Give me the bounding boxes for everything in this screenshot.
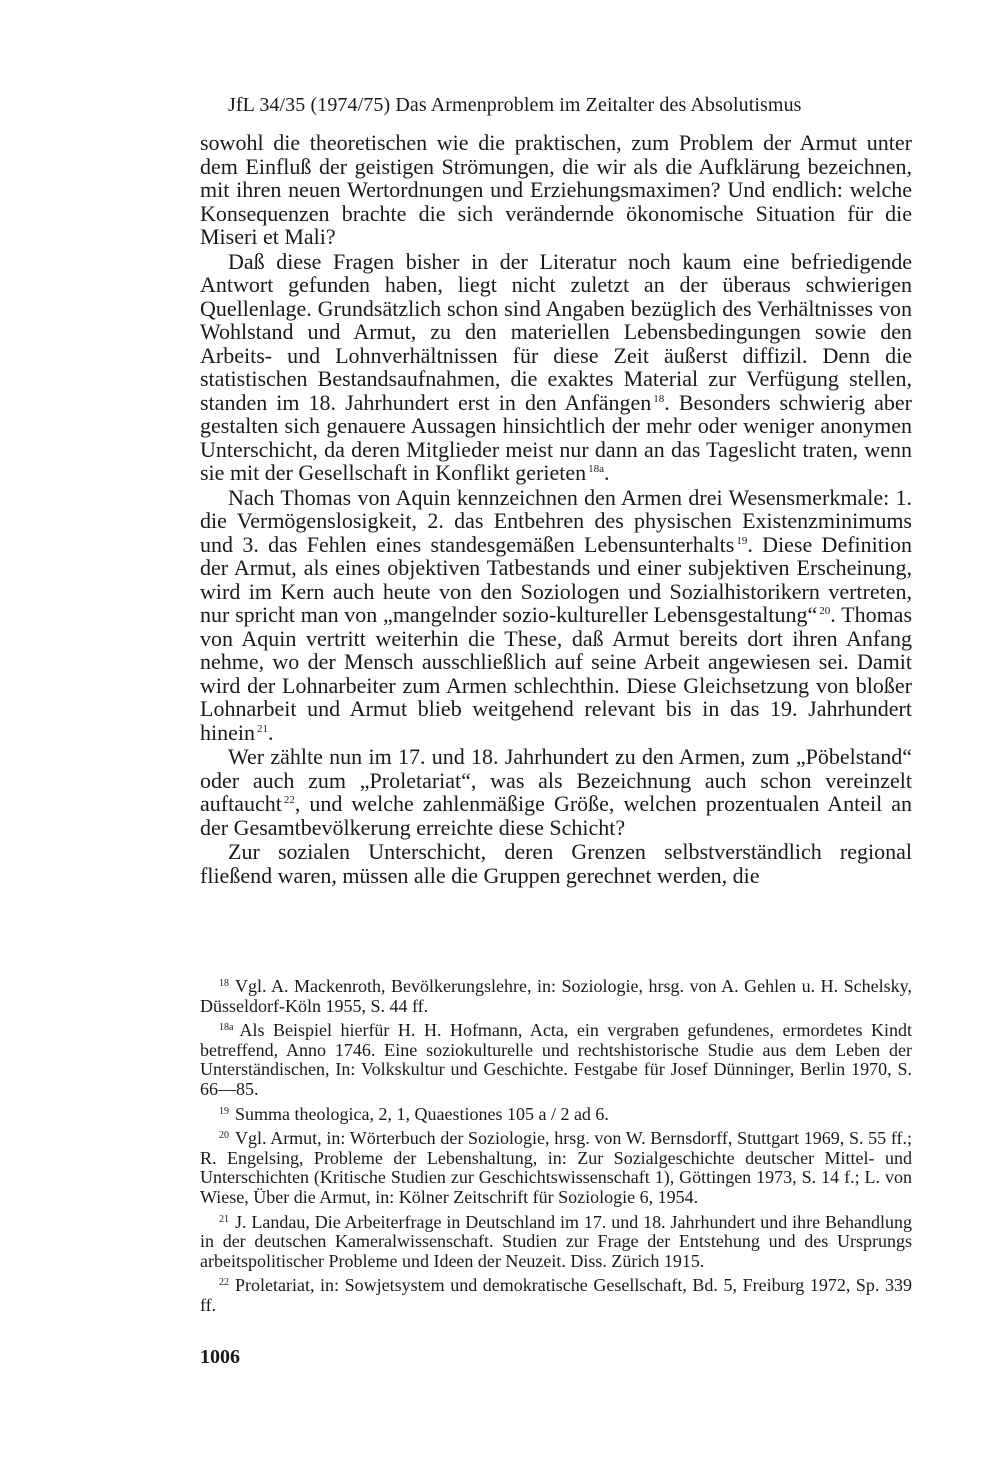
footnotes-section <box>200 977 912 1321</box>
footnote-text: Vgl. Armut, in: Wörterbuch der Soziologie, hrsg. von W. Bernsdorff, Stuttgart 1969, S. 55 ff.; R. Engelsing, Probleme der Lebenshaltung, in: Zur Sozialgeschichte deutscher Mittel- und Unterschichten (Kritische Studien zur Geschichtswissenschaft 1), Göttingen 1973, S. 14 f.; L. von Wiese, Über die Armut, in: Kölner Zeitschrift für Soziologie 6, 1954. <box>200 1128 912 1207</box>
paragraph-4 <box>200 745 912 839</box>
footnote-text: Summa theologica, 2, 1, Quaestiones 105 a / 2 ad 6. <box>235 1103 609 1124</box>
footnote-text: J. Landau, Die Arbeiterfrage in Deutschland im 17. und 18. Jahrhundert und ihre Behandlung in der deutschen Kameralwissenschaft. Studien zur Frage der Entstehung und des Ursprungs arbeitspolitischer Probleme und Ideen der Neuzeit. Diss. Zürich 1915. <box>200 1211 912 1271</box>
paragraph-4-text-b: , und welche zahlenmäßige Größe, welchen prozentualen Anteil an der Gesamtbevölkerung erreichte diese Schicht? <box>200 791 912 840</box>
footnote-20 <box>200 1129 912 1207</box>
paragraph-3 <box>200 486 912 745</box>
page-number: 1006 <box>200 1346 240 1368</box>
paragraph-5: Zur sozialen Unterschicht, deren Grenzen selbstverständlich regional fließend waren, müssen alle die Gruppen gerechnet werden, die <box>200 839 912 888</box>
paragraph-3-text-b: . Diese Definition der Armut, als eines objektiven Tatbestands und einer subjektiven Erscheinung, wird im Kern auch heute von den Soziologen und Sozialhistorikern vertreten, nur spricht man von „mangelnder sozio-kultureller Lebensgestaltung“ <box>200 531 912 627</box>
footnote-number: 18 <box>219 978 229 989</box>
paragraph-4-text-a: Wer zählte nun im 17. und 18. Jahrhundert zu den Armen, zum „Pöbelstand“ oder auch zum „Proletariat“, was als Bezeichnung auch schon vereinzelt auftaucht <box>200 744 912 816</box>
footnote-ref-22[interactable]: 22 <box>283 794 295 806</box>
running-header: JfL 34/35 (1974/75) Das Armenproblem im Zeitalter des Absolutismus <box>228 94 802 116</box>
paragraph-2-text-a: Daß diese Fragen bisher in der Literatur noch kaum eine befriedigende Antwort gefunden haben, liegt nicht zuletzt an der überaus schwierigen Quellenlage. Grundsätzlich schon sind Angaben bezüglich des Verhältnisses von Wohlstand und Armut, zu den materiellen Lebensbedingungen sowie den Arbeits- und Lohnverhältnissen für diese Zeit äußerst diffizil. Denn die statistischen Bestandsaufnahmen, die exaktes Material zur Verfügung stellen, standen im 18. Jahrhundert erst in den Anfängen <box>200 248 912 415</box>
footnote-ref-18[interactable]: 18 <box>653 392 665 405</box>
footnote-text: Als Beispiel hierfür H. H. Hofmann, Acta, ein vergraben gefundenes, ermordetes Kindt betreffend, Anno 1746. Eine soziokulturelle und rechtshistorische Studie aus dem Leben der Unterständischen, In: Volkskultur und Geschichte. Festgabe für Josef Dünninger, Berlin 1970, S. 66—85. <box>200 1020 912 1099</box>
footnote-19 <box>200 1105 912 1125</box>
main-text <box>200 131 912 887</box>
paragraph-3-text-a: Nach Thomas von Aquin kennzeichnen den Armen drei Wesensmerkmale: 1. die Vermögenslosigkeit, 2. das Entbehren des physischen Existenzminimums und 3. das Fehlen eines standesgemäßen Lebensunterhalts <box>200 484 912 557</box>
footnote-number: 20 <box>219 1130 229 1142</box>
footnote-ref-18a[interactable]: 18a <box>588 463 604 475</box>
footnote-number: 18a <box>219 1022 234 1034</box>
footnote-number: 19 <box>219 1105 229 1117</box>
footnote-18a <box>200 1021 912 1099</box>
paragraph-3-text-d: . <box>268 719 274 745</box>
footnote-21 <box>200 1213 912 1272</box>
footnote-ref-19[interactable]: 19 <box>736 534 748 547</box>
paragraph-1: sowohl die theoretischen wie die praktischen, zum Problem der Armut unter dem Einfluß der geistigen Strömungen, die wir als die Aufklärung bezeichnen, mit ihren neuen Wertordnungen und Erziehungsmaximen? Und endlich: welche Konsequenzen brachte die sich verändernde ökonomische Situation für die Miseri et Mali? <box>200 130 912 249</box>
footnote-ref-20[interactable]: 20 <box>819 605 831 617</box>
footnote-22 <box>200 1276 912 1315</box>
footnote-18 <box>200 977 912 1016</box>
paragraph-2-text-b: . Besonders schwierig aber gestalten sich genauere Aussagen hinsichtlich der mehr oder weniger anonymen Unterschicht, da deren Mitglieder meist nur dann an das Tageslicht traten, wenn sie mit der Gesellschaft in Konflikt gerieten <box>200 389 912 485</box>
footnote-text: Vgl. A. Mackenroth, Bevölkerungslehre, in: Soziologie, hrsg. von A. Gehlen u. H. Schelsky, Düsseldorf-Köln 1955, S. 44 ff. <box>200 976 912 1016</box>
paragraph-2 <box>200 250 912 485</box>
paragraph-2-text-c: . <box>604 460 610 485</box>
footnote-ref-21[interactable]: 21 <box>257 722 268 735</box>
paragraph-3-text-c: . Thomas von Aquin vertritt weiterhin die These, daß Armut bereits dort ihren Anfang nehme, wo der Mensch ausschließlich auf seine Arbeit angewiesen sei. Damit wird der Lohnarbeiter zum Armen schlechthin. Diese Gleichsetzung von bloßer Lohnarbeit und Armut blieb weitgehend relevant bis in das 19. Jahrhundert hinein <box>200 602 913 745</box>
footnote-number: 22 <box>219 1277 229 1289</box>
footnote-number: 21 <box>219 1213 229 1225</box>
footnote-text: Proletariat, in: Sowjetsystem und demokratische Gesellschaft, Bd. 5, Freiburg 1972, Sp. 339 ff. <box>200 1275 912 1315</box>
